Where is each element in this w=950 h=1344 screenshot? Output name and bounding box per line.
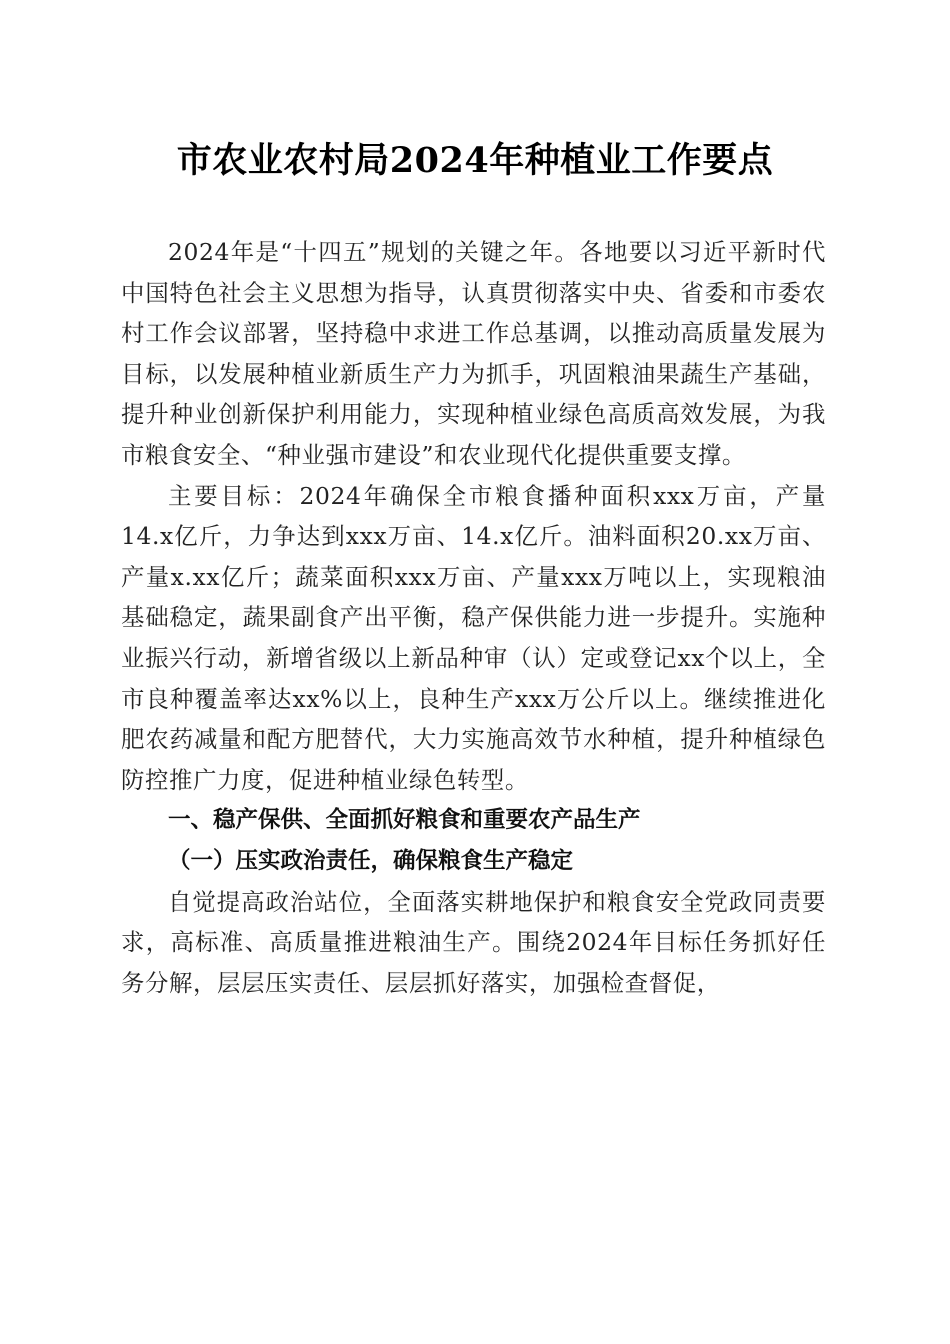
subsection-paragraph: 自觉提高政治站位，全面落实耕地保护和粮食安全党政同责要求，高标准、高质量推进粮油生产。围绕2024年目标任务抓好任务分解，层层压实责任、层层抓好落实，加强检查督促， [121, 887, 826, 997]
subsection-heading: （一）压实政治责任，确保粮食生产稳定 [168, 847, 574, 874]
document-body [121, 232, 826, 1003]
section-heading: 一、稳产保供、全面抓好粮食和重要农产品生产 [168, 807, 641, 834]
document-title: 市农业农村局2024年种植业工作要点 [176, 140, 774, 181]
intro-paragraph: 2024年是“十四五”规划的关键之年。各地要以习近平新时代中国特色社会主义思想为指导，认真贯彻落实中央、省委和市委农村工作会议部署，坚持稳中求进工作总基调，以推动高质量发展为目标，以发展种植业新质生产力为抓手，巩固粮油果蔬生产基础，提升种业创新保护利用能力，实现种植业绿色高质高效发展，为我市粮食安全、“种业强市建设”和农业现代化提供重要支撑。 [121, 238, 826, 469]
goals-paragraph: 主要目标：2024年确保全市粮食播种面积xxx万亩，产量14.x亿斤，力争达到xxx万亩、14.x亿斤。油料面积20.xx万亩、产量x.xx亿斤；蔬菜面积xxx万亩、产量xxx万吨以上，实现粮油基础稳定，蔬果副食产出平衡，稳产保供能力进一步提升。实施种业振兴行动，新增省级以上新品种审（认）定或登记xx个以上，全市良种覆盖率达xx%以上，良种生产xxx万公斤以上。继续推进化肥农药减量和配方肥替代，大力实施高效节水种植，提升种植绿色防控推广力度，促进种植业绿色转型。 [121, 481, 826, 794]
